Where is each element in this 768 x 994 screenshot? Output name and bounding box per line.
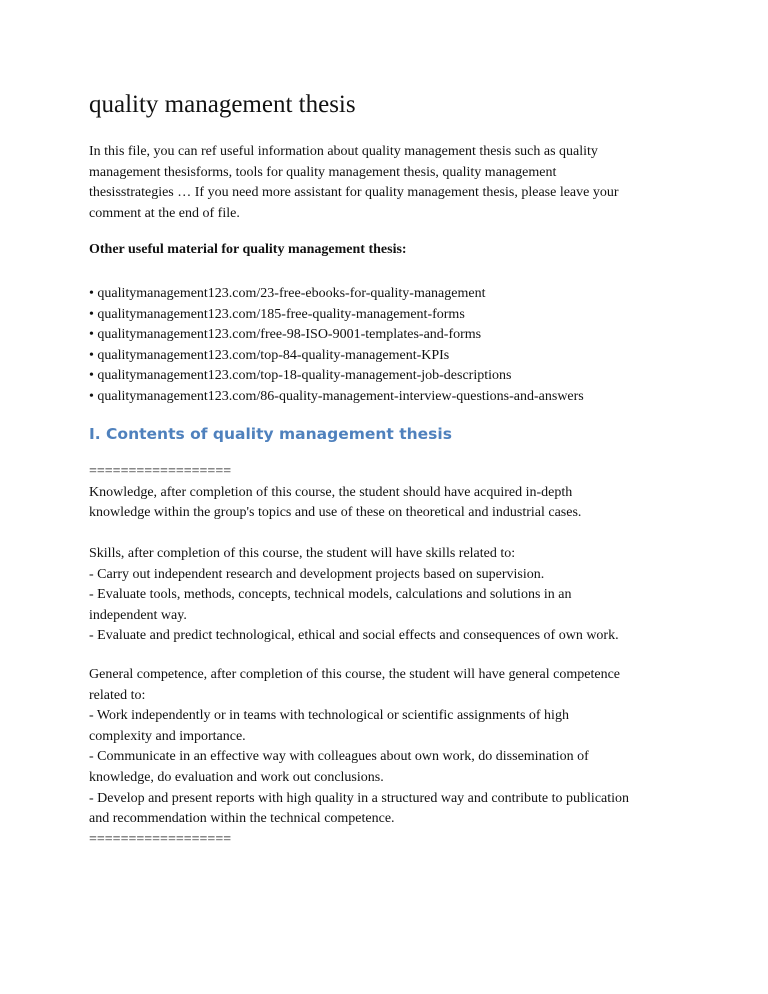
knowledge-paragraph <box>89 462 689 524</box>
body-line: - Evaluate and predict technological, ethical and social effects and consequences of own work. <box>89 628 619 644</box>
resource-link[interactable]: • qualitymanagement123.com/free-98-ISO-9001-templates-and-forms <box>89 327 482 343</box>
intro-line: comment at the end of file. <box>89 205 240 221</box>
intro-line: thesisstrategies … If you need more assistant for quality management thesis, please leave your <box>89 185 619 201</box>
intro-line: In this file, you can ref useful information about quality management thesis such as quality <box>89 144 598 159</box>
body-line: knowledge within the group's topics and use of these on theoretical and industrial cases. <box>89 505 582 521</box>
resource-link[interactable]: • qualitymanagement123.com/23-free-ebooks-for-quality-management <box>89 286 486 301</box>
body-line: - Develop and present reports with high quality in a structured way and contribute to publication <box>89 790 630 806</box>
skills-paragraph <box>89 544 689 647</box>
intro-line: management thesisforms, tools for quality management thesis, quality management <box>89 164 557 180</box>
body-line: and recommendation within the technical competence. <box>89 811 395 827</box>
resource-link-list <box>89 284 689 408</box>
document-title: quality management thesis <box>89 91 356 118</box>
body-line: independent way. <box>89 607 187 623</box>
separator-line: ================== <box>89 831 232 847</box>
other-material-heading: Other useful material for quality management thesis: <box>89 242 407 257</box>
competence-paragraph <box>89 665 689 850</box>
body-line: related to: <box>89 687 146 703</box>
resource-link[interactable]: • qualitymanagement123.com/top-84-quality-management-KPIs <box>89 347 450 363</box>
body-line: General competence, after completion of this course, the student will have general competence <box>89 667 621 682</box>
body-line: Skills, after completion of this course, the student will have skills related to: <box>89 546 516 561</box>
resource-link[interactable]: • qualitymanagement123.com/top-18-quality-management-job-descriptions <box>89 368 512 384</box>
resource-link[interactable]: • qualitymanagement123.com/185-free-quality-management-forms <box>89 306 465 322</box>
body-line: Knowledge, after completion of this course, the student should have acquired in-depth <box>89 484 573 500</box>
body-line: - Evaluate tools, methods, concepts, technical models, calculations and solutions in an <box>89 587 572 603</box>
body-line: - Communicate in an effective way with colleagues about own work, do dissemination of <box>89 749 589 765</box>
body-line: knowledge, do evaluation and work out conclusions. <box>89 769 384 785</box>
body-line: - Work independently or in teams with technological or scientific assignments of high <box>89 708 569 724</box>
body-line: - Carry out independent research and development projects based on supervision. <box>89 566 545 582</box>
section-heading: I. Contents of quality management thesis <box>89 425 452 443</box>
resource-link[interactable]: • qualitymanagement123.com/86-quality-management-interview-questions-and-answers <box>89 388 584 404</box>
body-line: complexity and importance. <box>89 728 246 744</box>
intro-paragraph <box>89 142 689 224</box>
separator-line: ================== <box>89 464 232 479</box>
